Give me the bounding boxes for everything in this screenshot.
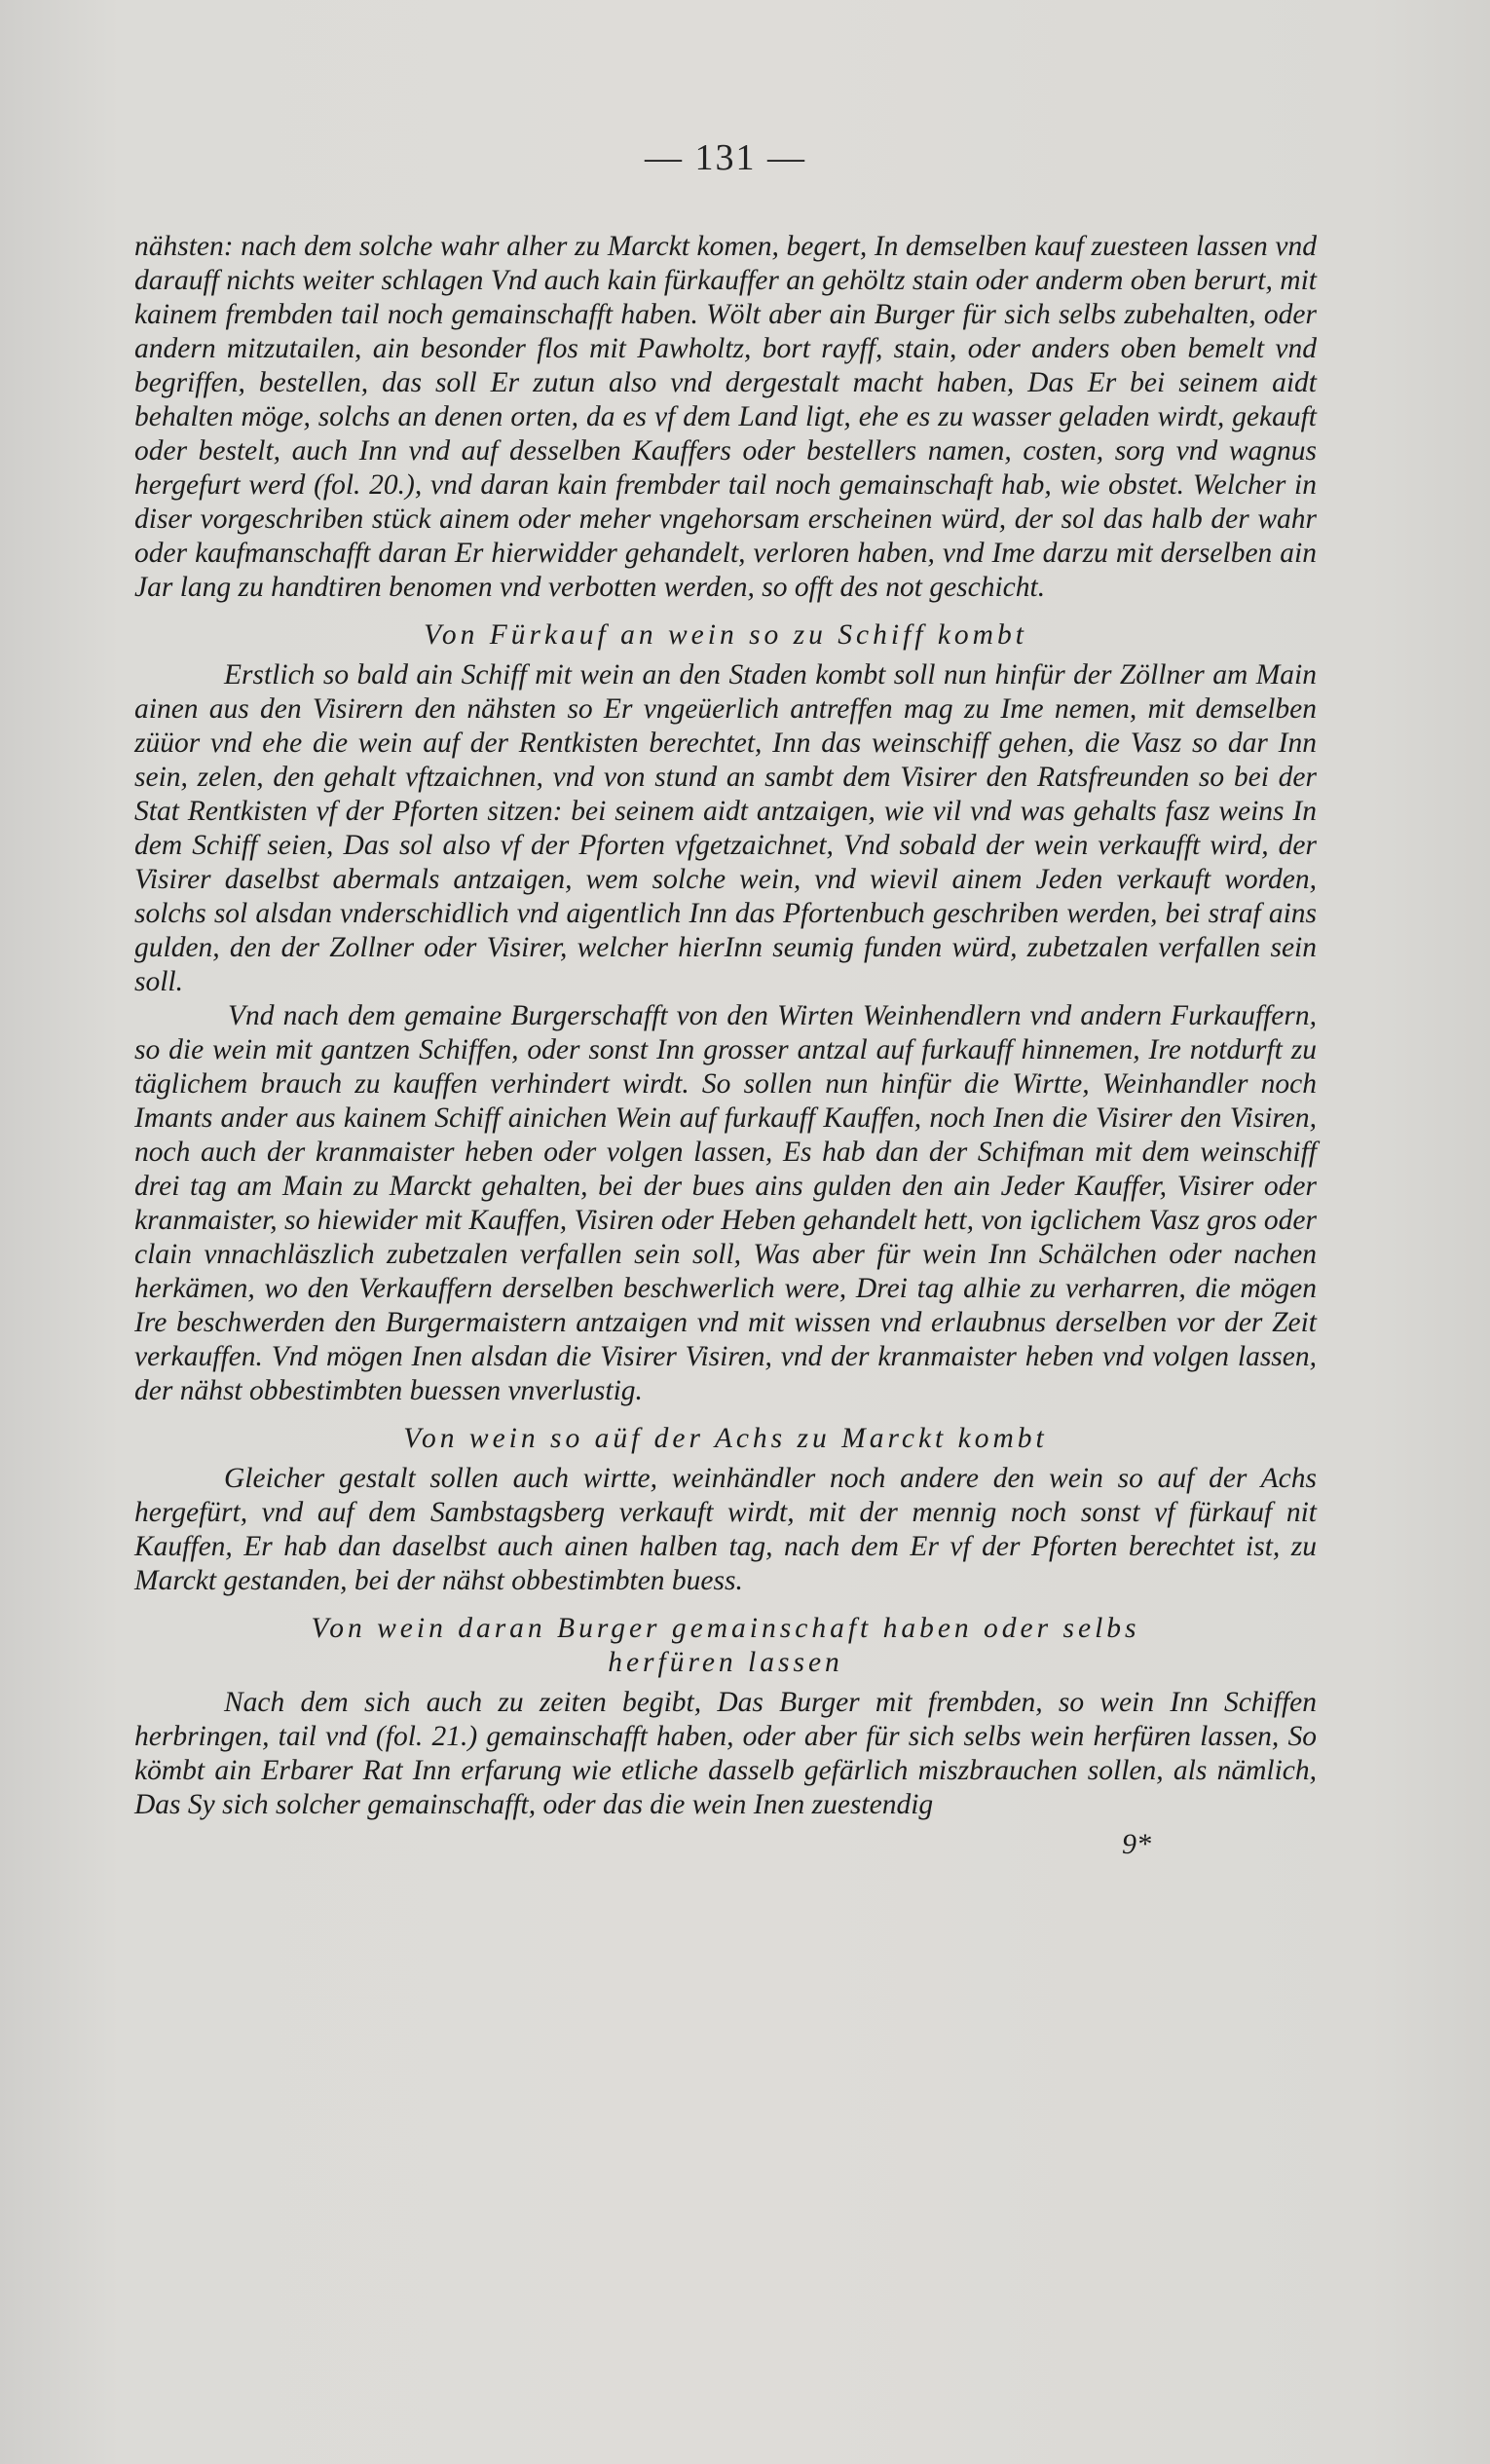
section-heading-schiff: Von Fürkauf an wein so zu Schiff kombt — [424, 619, 1027, 651]
paragraph-erstlich: Erstlich so bald ain Schiff mit wein an den Staden kombt soll nun hinfür der Zöllner am Main ainen aus den Visirern den nähsten so Er vngeüerlich antreffen mag zu Ime nemen, mit demselben züüor vnd ehe die wein auf der Rentkisten berechtet, Inn das weinschiff gehen, die Vasz so dar Inn sein, zelen, den gehalt vftzaichnen, vnd von stund an sambt dem Visirer den Ratsfreunden so bei der Stat Rentkisten vf der Pforten sitzen: bei seinem aidt antzaigen, wie vil vnd was gehalts fasz weins In dem Schiff seien, Das sol also vf der Pforten vfgetzaichnet, Vnd sobald der wein verkaufft wird, der Visirer daselbst abermals antzaigen, wem solche wein, vnd wievil ainem Jeden verkauft worden, solchs sol alsdan vnderschidlich vnd aigentlich Inn das Pfortenbuch geschriben werden, bei straf ains gulden, den der Zollner oder Visirer, welcher hierInn seumig funden würd, zubetzalen verfallen sein soll. — [134, 659, 1317, 997]
section-heading-gemainschaft-line1: Von wein daran Burger gemainschaft haben oder selbs — [311, 1613, 1140, 1644]
paragraph-continuation: nähsten: nach dem solche wahr alher zu Marckt komen, begert, In demselben kauf zuesteen lassen vnd darauff nichts weiter schlagen Vnd auch kain fürkauffer an gehöltz stain oder anderm oben berurt, mit kainem frembden tail noch gemainschafft haben. Wölt aber ain Burger für sich selbs zubehalten, oder andern mitzutailen, ain besonder flos mit Pawholtz, bort rayff, stain, oder anders oben bemelt vnd begriffen, bestellen, das soll Er zutun also vnd dergestalt macht haben, Das Er bei seinem aidt behalten möge, solchs an denen orten, da es vf dem Land ligt, ehe es zu wasser geladen wirdt, gekauft oder bestelt, auch Inn vnd auf desselben Kauffers oder bestellers namen, costen, sorg vnd wagnus hergefurt werd (fol. 20.), vnd daran kain frembder tail noch gemainschaft hab, wie obstet. Welcher in diser vorgeschriben stück ainem oder meher vngehorsam erscheinen würd, der sol das halb der wahr oder kaufmanschafft daran Er hierwidder gehandelt, verloren haben, vnd Ime darzu mit derselben ain Jar lang zu handtiren benomen vnd verbotten werden, so offt des not geschicht. — [134, 231, 1317, 603]
paragraph-burgerschafft: Vnd nach dem gemaine Burgerschafft von den Wirten Weinhendlern vnd andern Furkauffern, so die wein mit gantzen Schiffen, oder sonst Inn grosser antzal auf furkauff hinnemen, Ire notdurft zu täglichem brauch zu kauffen verhindert wirdt. So sollen nun hinfür die Wirtte, Weinhandler noch Imants ander aus kainem Schiff ainichen Wein auf furkauff Kauffen, noch Inen die Visirer den Visiren, noch auch der kranmaister heben oder volgen lassen, Es hab dan der Schifman mit dem weinschiff drei tag am Main zu Marckt gehalten, bei der bues ains gulden den ain Jeder Kauffer, Visirer oder kranmaister, so hiewider mit Kauffen, Visiren oder Heben gehandelt hett, von igclichem Vasz gros oder clain vnnachläszlich zubetzalen verfallen sein soll, Was aber für wein Inn Schälchen oder nachen herkämen, wo den Verkauffern derselben beschwerlich were, Drei tag alhie zu verharren, die mögen Ire beschwerden den Burgermaistern antzaigen vnd mit wissen vnd erlaubnus derselben vor der Zeit verkauffen. Vnd mögen Inen alsdan die Visirer Visiren, vnd der kranmaister heben vnd volgen lassen, der nähst obbestimbten buessen vnverlustig. — [134, 1000, 1317, 1406]
section-heading-gemainschaft-line2: herfüren lassen — [608, 1647, 843, 1678]
signature-mark: 9* — [1122, 1828, 1151, 1860]
paragraph-nach-dem: Nach dem sich auch zu zeiten begibt, Das Burger mit frembden, so wein Inn Schiffen herbringen, tail vnd (fol. 21.) gemainschafft haben, oder aber für sich selbs wein herfüren lassen, So kömbt ain Erbarer Rat Inn erfarung wie etliche dasselb gefärlich miszbrauchen sollen, als nämlich, Das Sy sich solcher gemainschafft, oder das die wein Inen zuestendig — [134, 1687, 1317, 1820]
section-heading-achs: Von wein so aüf der Achs zu Marckt kombt — [403, 1423, 1048, 1454]
page-number: — 131 — — [645, 137, 806, 178]
paragraph-gleicher: Gleicher gestalt sollen auch wirtte, weinhändler noch andere den wein so auf der Achs hergefürt, vnd auf dem Sambstagsberg verkauft wirdt, mit der mennig noch sonst vf fürkauf nit Kauffen, Er hab dan daselbst auch ainen halben tag, nach dem Er vf der Pforten berechtet ist, zu Marckt gestanden, bei der nähst obbestimbten buess. — [134, 1463, 1317, 1596]
